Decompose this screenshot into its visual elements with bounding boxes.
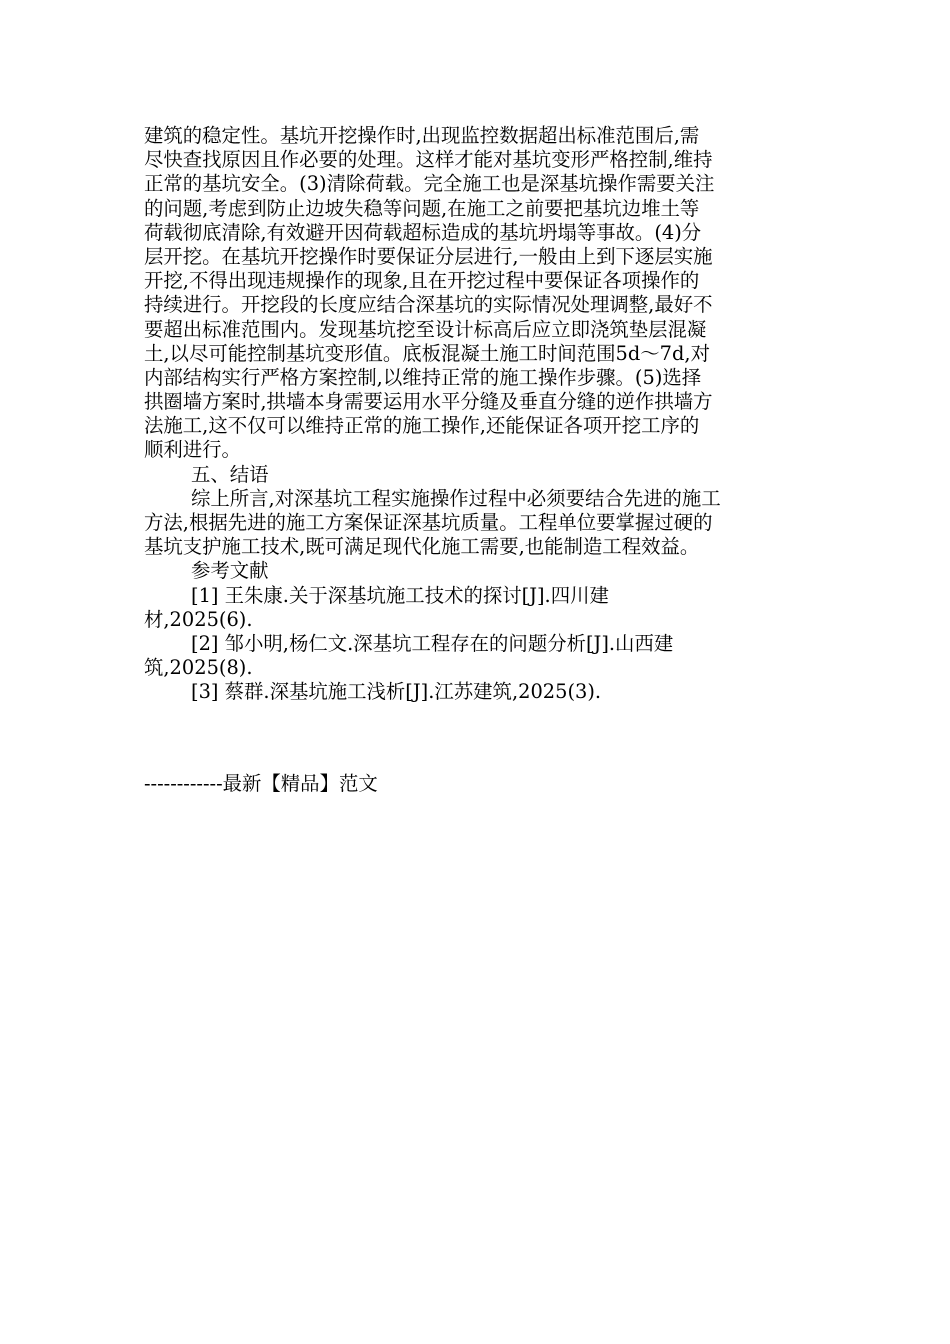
reference-line: [3] 蔡群.深基坑施工浅析[J].江苏建筑,2025(3). [191, 680, 602, 704]
text-line: 荷载彻底清除,有效避开因荷载超标造成的基坑坍塌等事故。(4)分 [144, 220, 702, 244]
text-line: 法施工,这不仅可以维持正常的施工操作,还能保证各项开挖工序的 [144, 414, 700, 438]
body-paragraph [144, 124, 810, 463]
text-line: 要超出标准范围内。发现基坑挖至设计标高后应立即浇筑垫层混凝 [144, 317, 707, 341]
text-line: 内部结构实行严格方案控制,以维持正常的施工操作步骤。(5)选择 [144, 365, 702, 389]
reference-line: [2] 邹小明,杨仁文.深基坑工程存在的问题分析[J].山西建 [191, 631, 674, 655]
text-line: 正常的基坑安全。(3)清除荷载。完全施工也是深基坑操作需要关注 [144, 172, 715, 196]
reference-item [144, 632, 810, 680]
reference-line: 材,2025(6). [144, 607, 253, 631]
text-line: 综上所言,对深基坑工程实施操作过程中必须要结合先进的施工 [191, 486, 721, 510]
text-line: 尽快查找原因且作必要的处理。这样才能对基坑变形严格控制,维持 [144, 148, 713, 172]
section-heading: 五、结语 [191, 462, 269, 486]
text-line: 顺利进行。 [144, 438, 241, 462]
reference-item [144, 584, 810, 632]
references-heading: 参考文献 [191, 559, 269, 583]
text-line: 的问题,考虑到防止边坡失稳等问题,在施工之前要把基坑边堆土等 [144, 196, 700, 220]
reference-item [144, 680, 810, 704]
reference-line: 筑,2025(8). [144, 656, 253, 680]
text-line: 开挖,不得出现违规操作的现象,且在开挖过程中要保证各项操作的 [144, 269, 700, 293]
reference-line: [1] 王朱康.关于深基坑施工技术的探讨[J].四川建 [191, 583, 609, 607]
text-line: 基坑支护施工技术,既可满足现代化施工需要,也能制造工程效益。 [144, 535, 700, 559]
text-line: 土,以尽可能控制基坑变形值。底板混凝土施工时间范围5d～7d,对 [144, 341, 710, 365]
text-line: 方法,根据先进的施工方案保证深基坑质量。工程单位要掌握过硬的 [144, 511, 713, 534]
conclusion-paragraph [144, 487, 810, 560]
text-line: 层开挖。在基坑开挖操作时要保证分层进行,一般由上到下逐层实施 [144, 244, 713, 268]
references-list [144, 584, 810, 705]
document-body [144, 124, 810, 705]
text-line: 拱圈墙方案时,拱墙本身需要运用水平分缝及垂直分缝的逆作拱墙方 [144, 390, 713, 414]
text-line: 持续进行。开挖段的长度应结合深基坑的实际情况处理调整,最好不 [144, 293, 713, 317]
text-line: 建筑的稳定性。基坑开挖操作时,出现监控数据超出标准范围后,需 [144, 124, 700, 147]
footer-text: ------------最新【精品】范文 [144, 772, 378, 795]
